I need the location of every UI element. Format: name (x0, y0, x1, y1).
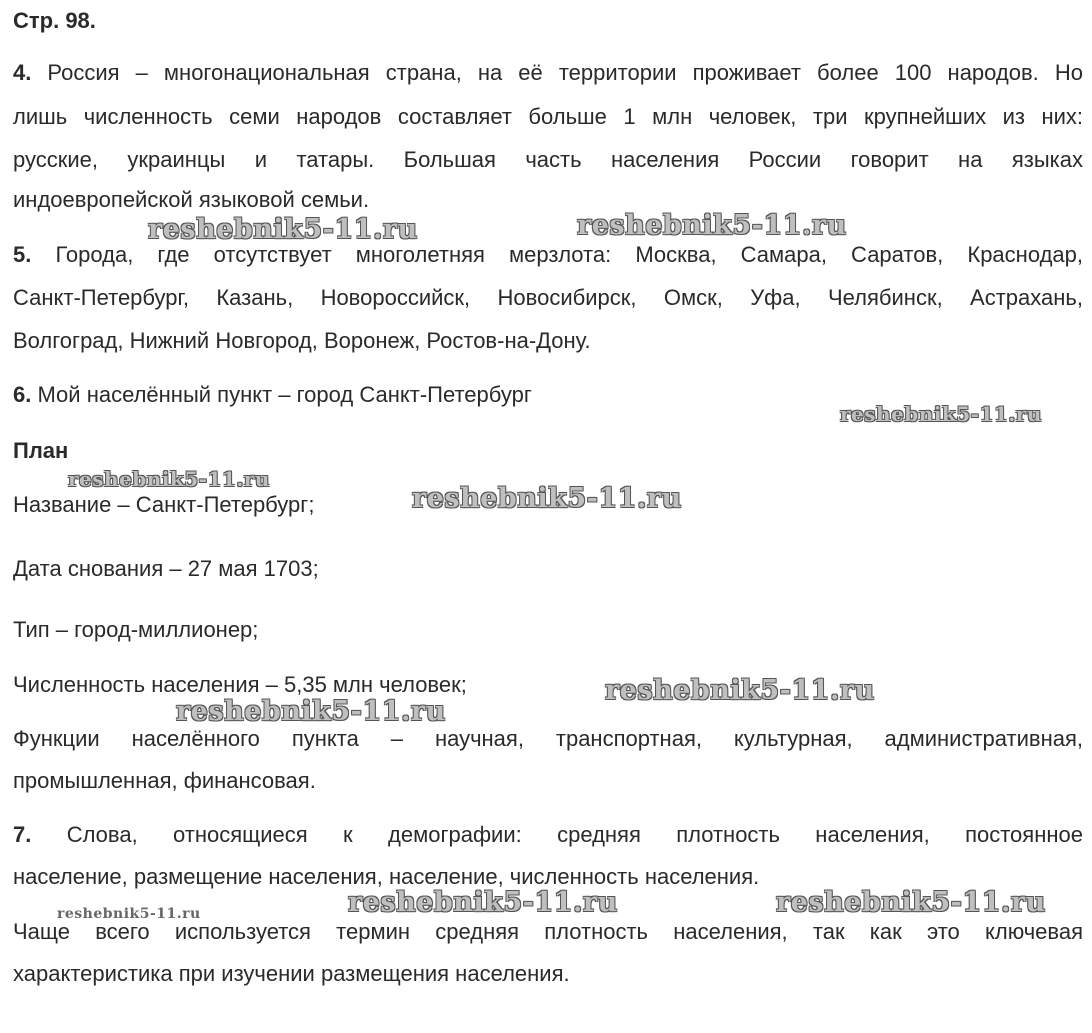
plan-date: Дата снования – 27 мая 1703; (13, 556, 319, 581)
plan-functions-2: промышленная, финансовая. (13, 768, 316, 793)
plan-heading: План (13, 438, 69, 463)
q4-number: 4. (13, 60, 32, 85)
q4-line-2: лишь численность семи народов составляет больше 1 млн человек, три крупнейших из них: (13, 104, 1083, 129)
watermark: reshebnik5-11.ru (605, 675, 875, 706)
q4-line-1 (13, 60, 1083, 86)
watermark: reshebnik5-11.ru (57, 906, 201, 922)
q5-line-2: Санкт-Петербург, Казань, Новороссийск, Новосибирск, Омск, Уфа, Челябинск, Астрахань, (13, 285, 1083, 310)
q7-line-4: характеристика при изучении размещения населения. (13, 961, 570, 986)
q4-text-1: Россия – многонациональная страна, на её территории проживает более 100 народов. Но (47, 60, 1083, 85)
watermark: reshebnik5-11.ru (148, 214, 418, 245)
watermark: reshebnik5-11.ru (348, 887, 618, 918)
watermark: reshebnik5-11.ru (840, 402, 1042, 426)
plan-population: Численность населения – 5,35 млн человек; (13, 672, 467, 697)
watermark: reshebnik5-11.ru (412, 483, 682, 514)
watermark: reshebnik5-11.ru (776, 887, 1046, 918)
q4-line-4: индоевропейской языковой семьи. (13, 187, 370, 212)
q7-line-2: население, размещение населения, население, численность населения. (13, 864, 760, 889)
plan-type: Тип – город-миллионер; (13, 617, 259, 642)
q5-text-1: Города, где отсутствует многолетняя мерзлота: Москва, Самара, Саратов, Краснодар, (55, 242, 1083, 267)
q7-line-1 (13, 822, 1083, 848)
q7-number: 7. (13, 822, 32, 847)
plan-functions-1: Функции населённого пункта – научная, транспортная, культурная, административная, (13, 726, 1083, 751)
q5-line-1 (13, 242, 1083, 268)
q6-text-1: Мой населённый пункт – город Санкт-Петербург (37, 382, 532, 407)
q6-number: 6. (13, 382, 32, 407)
q7-text-1: Слова, относящиеся к демографии: средняя плотность населения, постоянное (66, 822, 1083, 847)
watermark: reshebnik5-11.ru (176, 696, 446, 727)
q4-line-3: русские, украинцы и татары. Большая часть населения России говорит на языках (13, 147, 1083, 172)
q5-number: 5. (13, 242, 32, 267)
plan-name: Название – Санкт-Петербург; (13, 492, 315, 517)
watermark: reshebnik5-11.ru (68, 467, 270, 491)
q5-line-3: Волгоград, Нижний Новгород, Воронеж, Ростов-на-Дону. (13, 328, 591, 353)
watermark: reshebnik5-11.ru (577, 210, 847, 241)
q7-line-3: Чаще всего используется термин средняя плотность населения, так как это ключевая (13, 919, 1083, 944)
page-header: Стр. 98. (13, 8, 96, 33)
